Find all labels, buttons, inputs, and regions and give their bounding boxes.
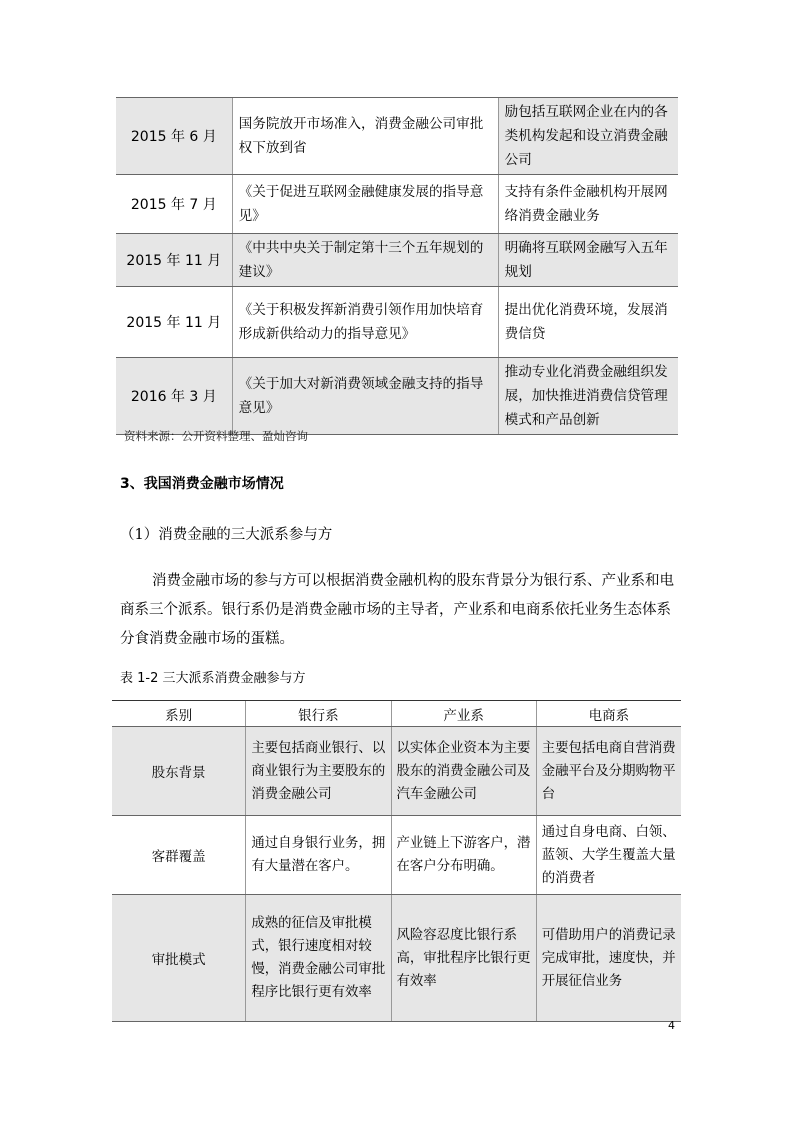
policy-name: 《关于积极发挥新消费引领作用加快培育形成新供给动力的指导意见》: [238, 302, 484, 342]
policy-name: 《关于促进互联网金融健康发展的指导意见》: [238, 184, 484, 224]
policy-content: 提出优化消费环境，发展消费信贷: [504, 302, 668, 342]
policy-name: 国务院放开市场准入，消费金融公司审批权下放到省: [238, 116, 484, 156]
policy-content: 推动专业化消费金融组织发展，加快推进消费信贷管理模式和产品创新: [504, 364, 668, 428]
column-header: 银行系: [246, 701, 391, 727]
table-cell: 风险容忍度比银行系高，审批程序比银行更有效率: [391, 895, 536, 1022]
section-heading: 3、我国消费金融市场情况: [120, 476, 284, 492]
policy-content: 明确将互联网金融写入五年规划: [504, 240, 668, 280]
table-cell: 主要包括商业银行、以商业银行为主要股东的消费金融公司: [246, 727, 391, 816]
policy-content: 励包括互联网企业在内的各类机构发起和设立消费金融公司: [504, 104, 668, 168]
table-cell: 产业链上下游客户，潜在客户分布明确。: [391, 816, 536, 895]
table-row: [112, 895, 681, 1022]
table-cell: 通过自身银行业务，拥有大量潜在客户。: [246, 816, 391, 895]
table-cell: 可借助用户的消费记录完成审批，速度快，并开展征信业务: [536, 895, 681, 1022]
column-header: 电商系: [536, 701, 681, 727]
table-row: [116, 175, 678, 234]
body-paragraph: 消费金融市场的参与方可以根据消费金融机构的股东背景分为银行系、产业系和电商系三个派系。银行系仍是消费金融市场的主导者，产业系和电商系依托业务生态体系分食消费金融市场的蛋糕。: [120, 573, 674, 647]
policy-date: 2015 年 6 月: [116, 98, 232, 175]
policy-date: 2015 年 11 月: [116, 287, 232, 358]
faction-table: [112, 700, 681, 1022]
table-row: [112, 816, 681, 895]
policy-date: 2015 年 7 月: [116, 175, 232, 234]
table-row: [116, 358, 678, 435]
table-caption: 表 1-2 三大派系消费金融参与方: [120, 671, 306, 686]
table-cell: 主要包括电商自营消费金融平台及分期购物平台: [536, 727, 681, 816]
table-cell: 成熟的征信及审批模式，银行速度相对较慢，消费金融公司审批程序比银行更有效率: [246, 895, 391, 1022]
source-note: 资料来源：公开资料整理、盈灿咨询: [124, 429, 308, 443]
policy-date: 2016 年 3 月: [116, 358, 232, 435]
policy-content: 支持有条件金融机构开展网络消费金融业务: [504, 184, 668, 224]
table-row: [116, 287, 678, 358]
row-label: 审批模式: [112, 895, 246, 1022]
page-number: 4: [668, 1019, 675, 1032]
column-header: 产业系: [391, 701, 536, 727]
policy-date: 2015 年 11 月: [116, 234, 232, 287]
table-cell: 通过自身电商、白领、蓝领、大学生覆盖大量的消费者: [536, 816, 681, 895]
policy-name: 《中共中央关于制定第十三个五年规划的建议》: [238, 240, 484, 280]
policy-table: [116, 97, 678, 435]
policy-name: 《关于加大对新消费领域金融支持的指导意见》: [238, 376, 484, 416]
table-row: [112, 727, 681, 816]
table-row: [116, 98, 678, 175]
row-label: 客群覆盖: [112, 816, 246, 895]
table-cell: 以实体企业资本为主要股东的消费金融公司及汽车金融公司: [391, 727, 536, 816]
table-header-row: [112, 701, 681, 727]
section-subheading: （1）消费金融的三大派系参与方: [120, 527, 333, 543]
table-row: [116, 234, 678, 287]
row-label: 股东背景: [112, 727, 246, 816]
column-header: 系别: [112, 701, 246, 727]
